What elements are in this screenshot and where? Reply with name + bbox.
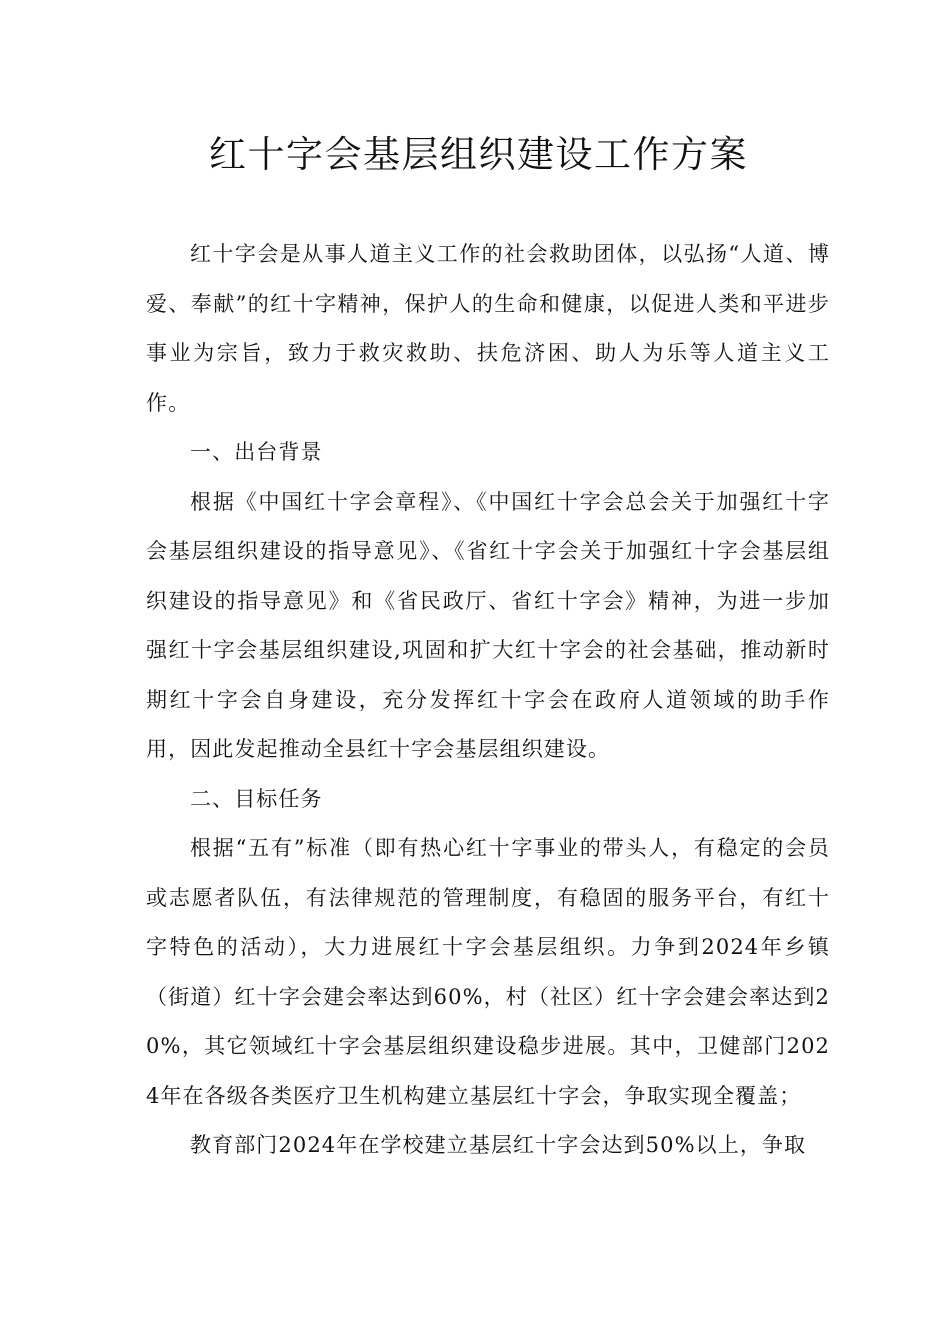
background-paragraph: 根据《中国红十字会章程》、《中国红十字会总会关于加强红十字会基层组织建设的指导意见》、《省红十字会关于加强红十字会基层组织建设的指导意见》和《省民政厅、省红十字会》精神，为进一步加强红十字会基层组织建设,巩固和扩大红十字会的社会基础，推动新时期红十字会自身建设，充分发挥红十字会在政府人道领域的助手作用，因此发起推动全县红十字会基层组织建设。 bbox=[146, 489, 830, 761]
intro-paragraph: 红十字会是从事人道主义工作的社会救助团体，以弘扬“人道、博爱、奉献”的红十字精神，保护人的生命和健康，以促进人类和平进步事业为宗旨，致力于救灾救助、扶危济困、助人为乐等人道主义工作。 bbox=[146, 242, 830, 415]
document-title: 红十字会基层组织建设工作方案 bbox=[209, 133, 748, 176]
goals-paragraph: 根据“五有”标准（即有热心红十字事业的带头人，有稳定的会员或志愿者队伍，有法律规范的管理制度，有稳固的服务平台，有红十字特色的活动），大力进展红十字会基层组织。力争到2024年乡镇（街道）红十字会建会率达到60%，村（社区）红十字会建会率达到20%，其它领域红十字会基层组织建设稳步进展。其中，卫健部门2024年在各级各类医疗卫生机构建立基层红十字会，争取实现全覆盖； bbox=[146, 836, 830, 1108]
document-body bbox=[146, 230, 830, 1171]
section-heading-background: 一、出台背景 bbox=[190, 440, 323, 464]
section-heading-goals: 二、目标任务 bbox=[190, 786, 323, 811]
education-paragraph: 教育部门2024年在学校建立基层红十字会达到50%以上，争取 bbox=[190, 1133, 807, 1157]
